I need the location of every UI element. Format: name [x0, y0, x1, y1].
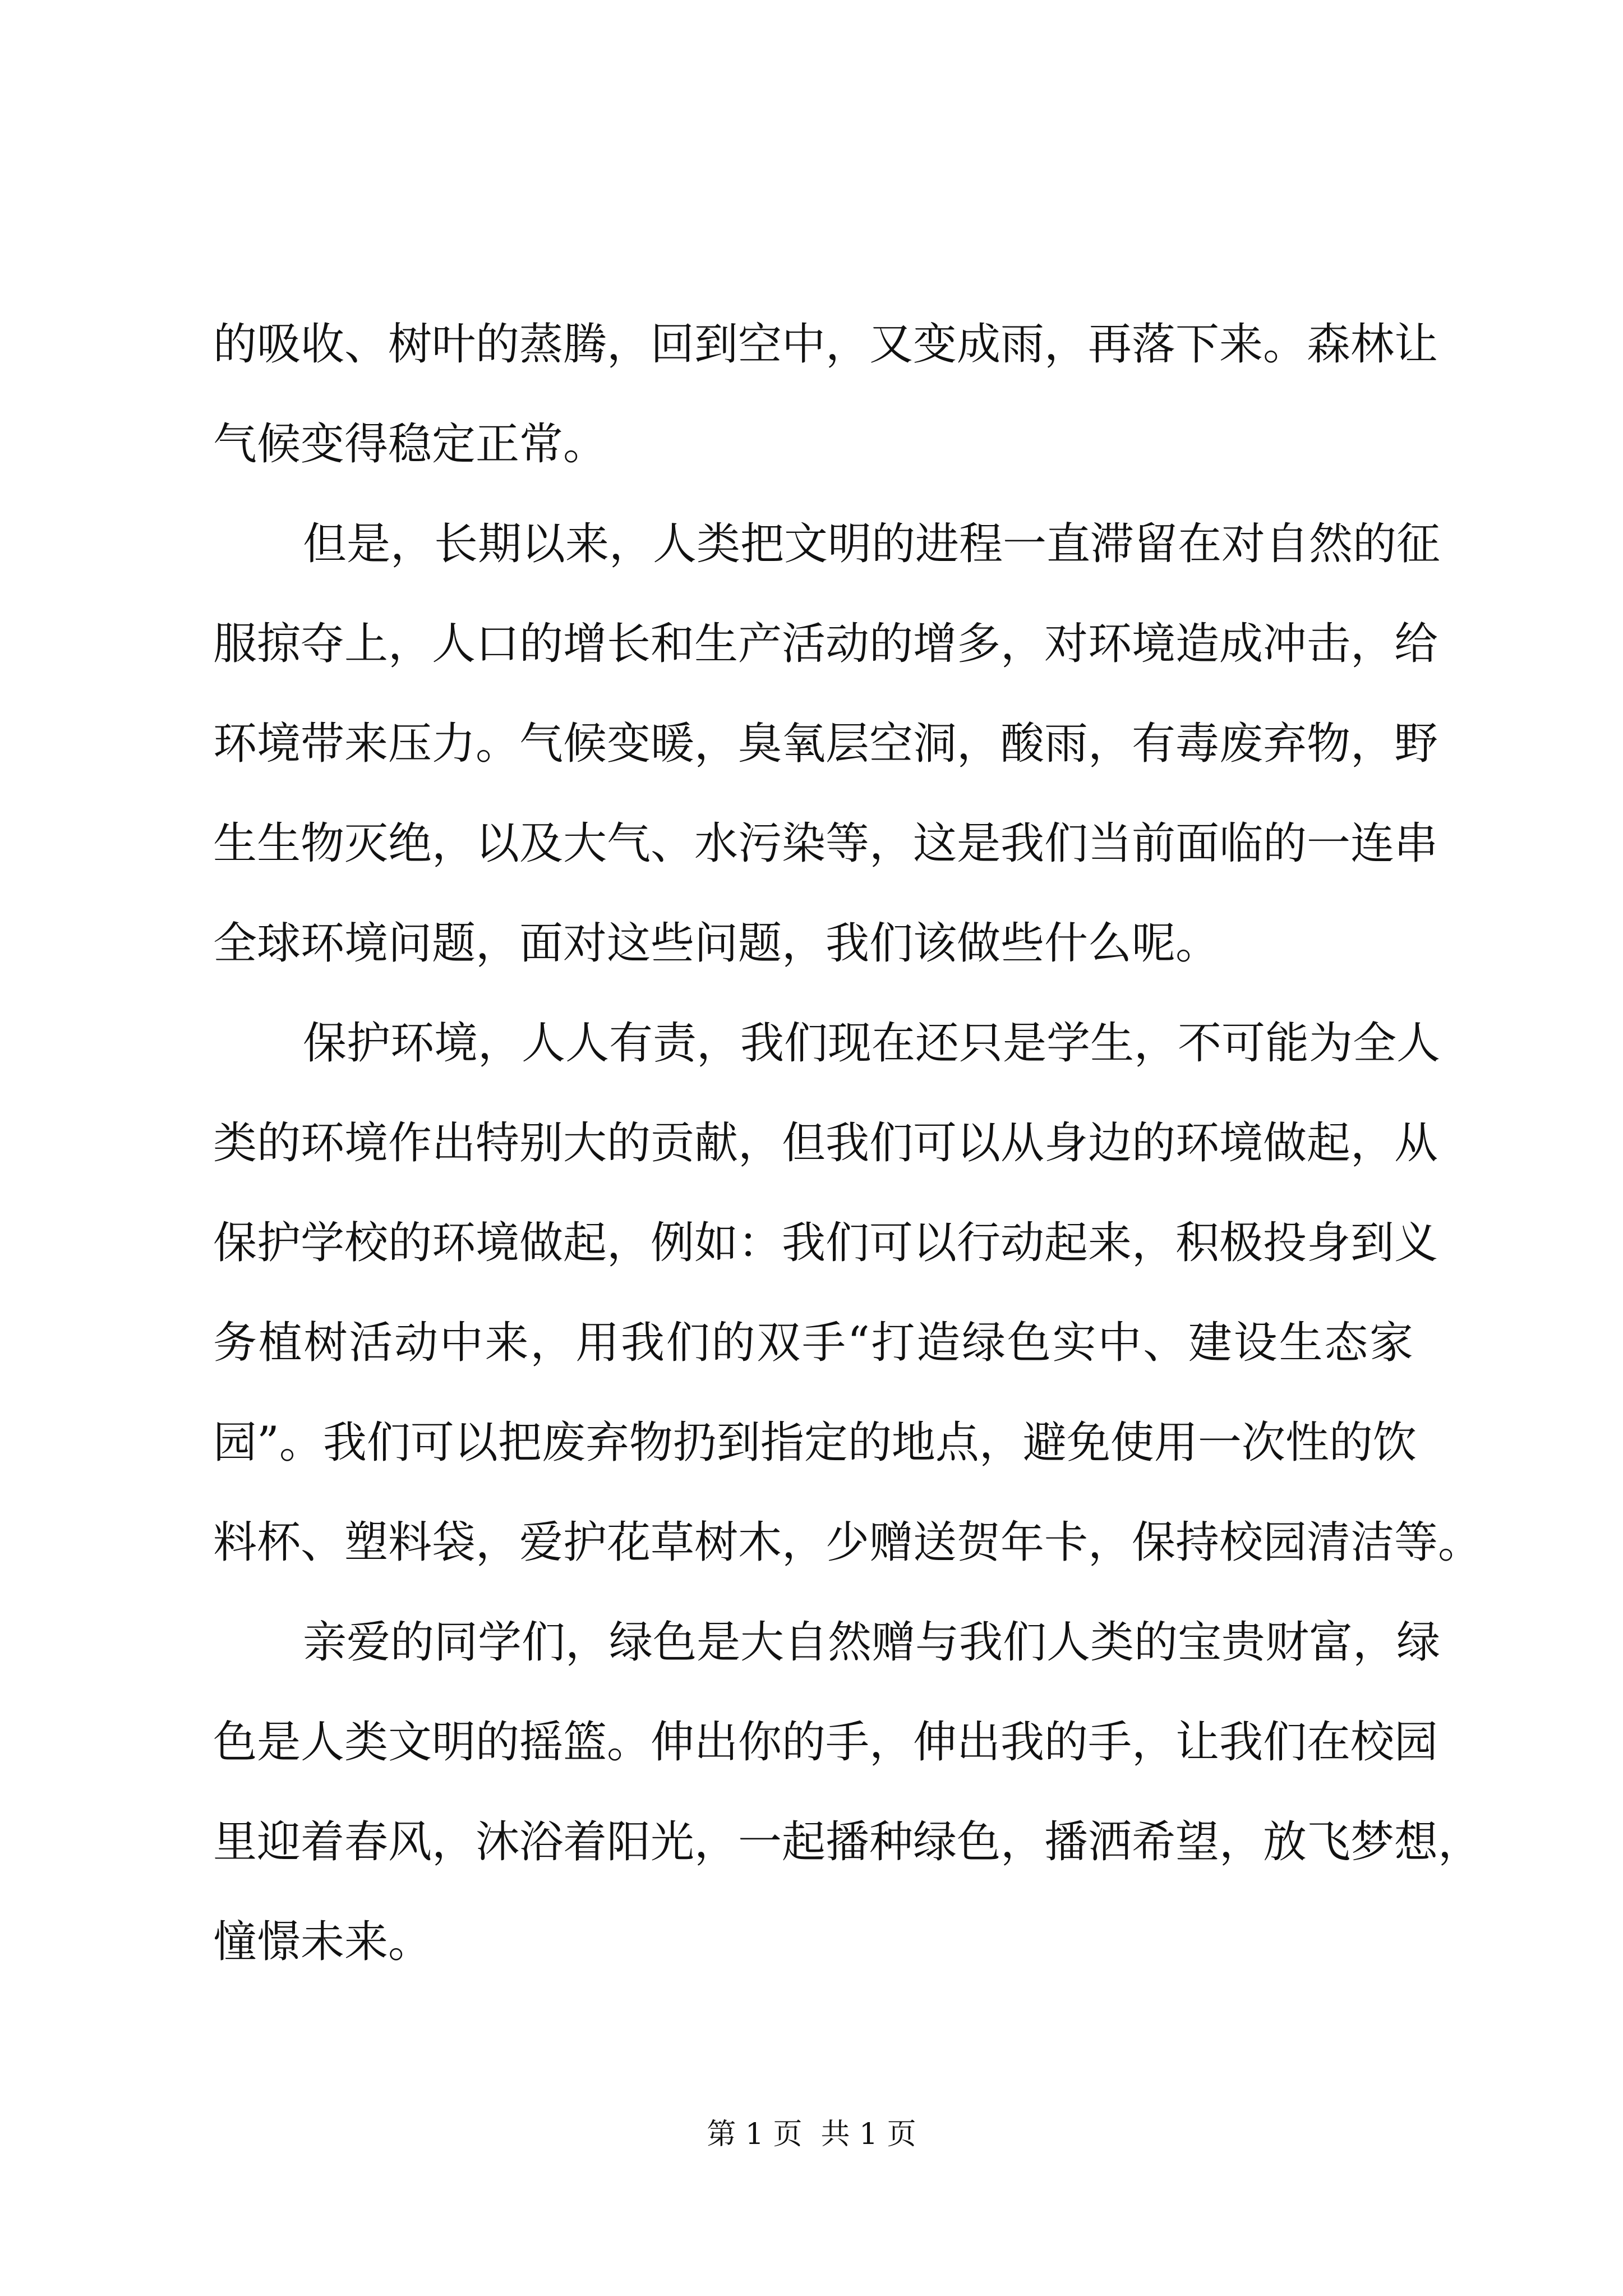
- paragraph-4-line-2: 色是人类文明的摇篮。伸出你的手，伸出我的手，让我们在校园: [213, 1717, 1438, 1768]
- paragraph-1-line-1: 的吸收、树叶的蒸腾，回到空中，又变成雨，再落下来。森林让: [213, 319, 1438, 370]
- paragraph-3-line-2: 类的环境作出特别大的贡献，但我们可以从身边的环境做起，从: [213, 1118, 1438, 1168]
- page-footer: [0, 2115, 1623, 2154]
- paragraph-2-line-2: 服掠夺上，人口的增长和生产活动的增多，对环境造成冲击，给: [213, 619, 1438, 669]
- body-text: [213, 295, 1482, 1992]
- paragraph-3-line-1: 保护环境，人人有责，我们现在还只是学生，不可能为全人: [303, 1018, 1441, 1069]
- paragraph-2-line-4: 生生物灭绝，以及大气、水污染等，这是我们当前面临的一连串: [213, 818, 1438, 869]
- paragraph-2-line-5: 全球环境问题，面对这些问题，我们该做些什么呢。: [213, 918, 1220, 969]
- paragraph-4-line-4: 憧憬未来。: [213, 1917, 432, 1967]
- paragraph-4-line-3: 里迎着春风，沐浴着阳光，一起播种绿色，播洒希望，放飞梦想，: [213, 1817, 1482, 1867]
- paragraph-1-line-2: 气候变得稳定正常。: [213, 419, 607, 470]
- paragraph-4-line-1: 亲爱的同学们，绿色是大自然赠与我们人类的宝贵财富，绿: [303, 1617, 1441, 1668]
- paragraph-3-line-6: 料杯、塑料袋，爱护花草树木，少赠送贺年卡，保持校园清洁等。: [213, 1517, 1482, 1568]
- paragraph-3-line-3: 保护学校的环境做起，例如：我们可以行动起来，积极投身到义: [213, 1218, 1438, 1268]
- paragraph-2-line-3: 环境带来压力。气候变暖，臭氧层空洞，酸雨，有毒废弃物，野: [213, 719, 1438, 769]
- paragraph-2-line-1: 但是，长期以来，人类把文明的进程一直滞留在对自然的征: [303, 519, 1441, 569]
- paragraph-3-line-5: 园”。我们可以把废弃物扔到指定的地点，避免使用一次性的饮: [213, 1418, 1417, 1468]
- page-number-label: 第 1 页 共 1 页: [707, 2118, 916, 2151]
- paragraph-3-line-4: 务植树活动中来，用我们的双手“打造绿色实中、建设生态家: [213, 1318, 1413, 1368]
